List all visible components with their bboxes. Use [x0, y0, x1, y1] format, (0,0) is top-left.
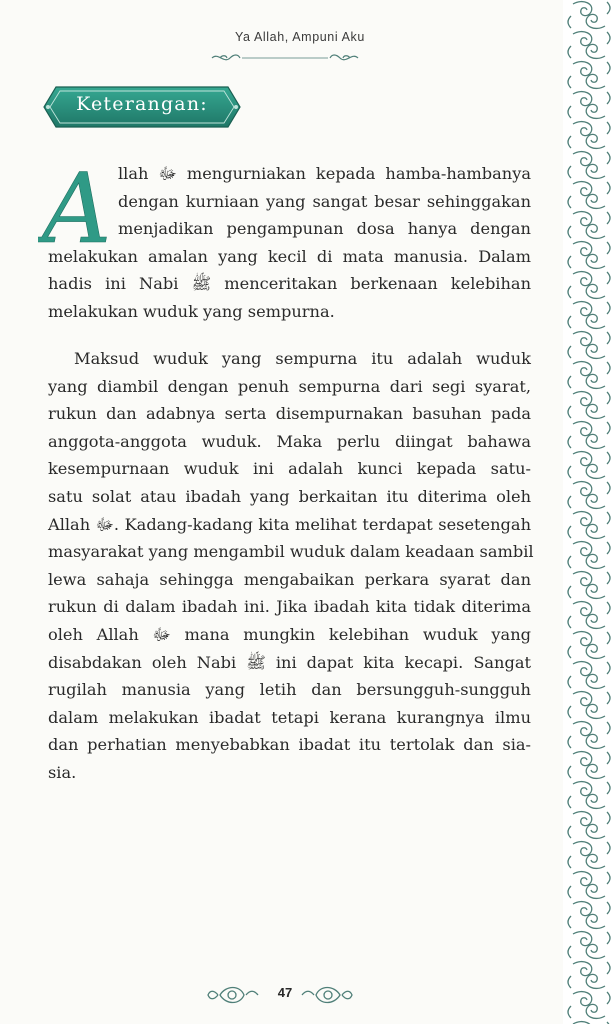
paragraph-2 — [48, 345, 534, 787]
page-number: 47 — [277, 985, 293, 1000]
scroll-border-pattern-icon — [563, 0, 615, 1024]
text-line: disabdakan oleh Nabi ﷺ ini dapat kita kecapi. Sangat — [48, 652, 531, 672]
text-line: lewa sahaja sehingga mengabaikan perkara syarat dan — [48, 569, 531, 589]
text-line: yang diambil dengan penuh sempurna dari segi syarat, — [48, 376, 531, 396]
text-line: dan perhatian menyebabkan ibadat itu tertolak dan sia- — [48, 735, 531, 755]
text-line: rugilah manusia yang letih dan bersungguh-sungguh — [48, 680, 531, 700]
text-line: melakukan wuduk yang sempurna. — [48, 301, 335, 321]
text-line: dalam melakukan ibadat tetapi kerana kurangnya ilmu — [48, 707, 531, 727]
text-line: sia. — [48, 762, 77, 782]
text-line: Maksud wuduk yang sempurna itu adalah wuduk — [74, 349, 531, 368]
text-line: hadis ini Nabi ﷺ menceritakan berkenaan kelebihan — [48, 274, 531, 294]
text-line: llah ﷻ mengurniakan kepada hamba-hambanya — [118, 164, 531, 183]
text-line: masyarakat yang mengambil wuduk dalam keadaan sambil — [48, 542, 534, 562]
header-ornament-icon — [210, 51, 360, 65]
text-line: oleh Allah ﷻ mana mungkin kelebihan wuduk yang — [48, 624, 531, 644]
text-line: rukun dan adabnya serta disempurnakan basuhan pada — [48, 404, 531, 424]
text-line: kesempurnaan wuduk ini adalah kunci kepada satu- — [48, 459, 531, 479]
text-line: Allah ﷻ. Kadang-kadang kita melihat terdapat sesetengah — [48, 514, 531, 534]
dropcap-glyph: A — [42, 158, 112, 254]
running-header-title: Ya Allah, Ampuni Aku — [235, 30, 365, 44]
text-line: dengan kurniaan yang sangat besar sehinggakan — [118, 191, 531, 211]
section-label-text: Keterangan: — [76, 93, 208, 115]
paragraph-1 — [48, 160, 531, 326]
text-line: rukun di dalam ibadah ini. Jika ibadah kita tidak diterima — [48, 597, 531, 617]
text-line: anggota-anggota wuduk. Maka perlu diingat bahawa — [48, 431, 531, 451]
text-line: melakukan amalan yang kecil di mata manusia. Dalam — [48, 246, 531, 266]
text-line: satu solat atau ibadah yang berkaitan itu diterima oleh — [48, 486, 531, 506]
text-line: menjadikan pengampunan dosa hanya dengan — [118, 219, 531, 239]
